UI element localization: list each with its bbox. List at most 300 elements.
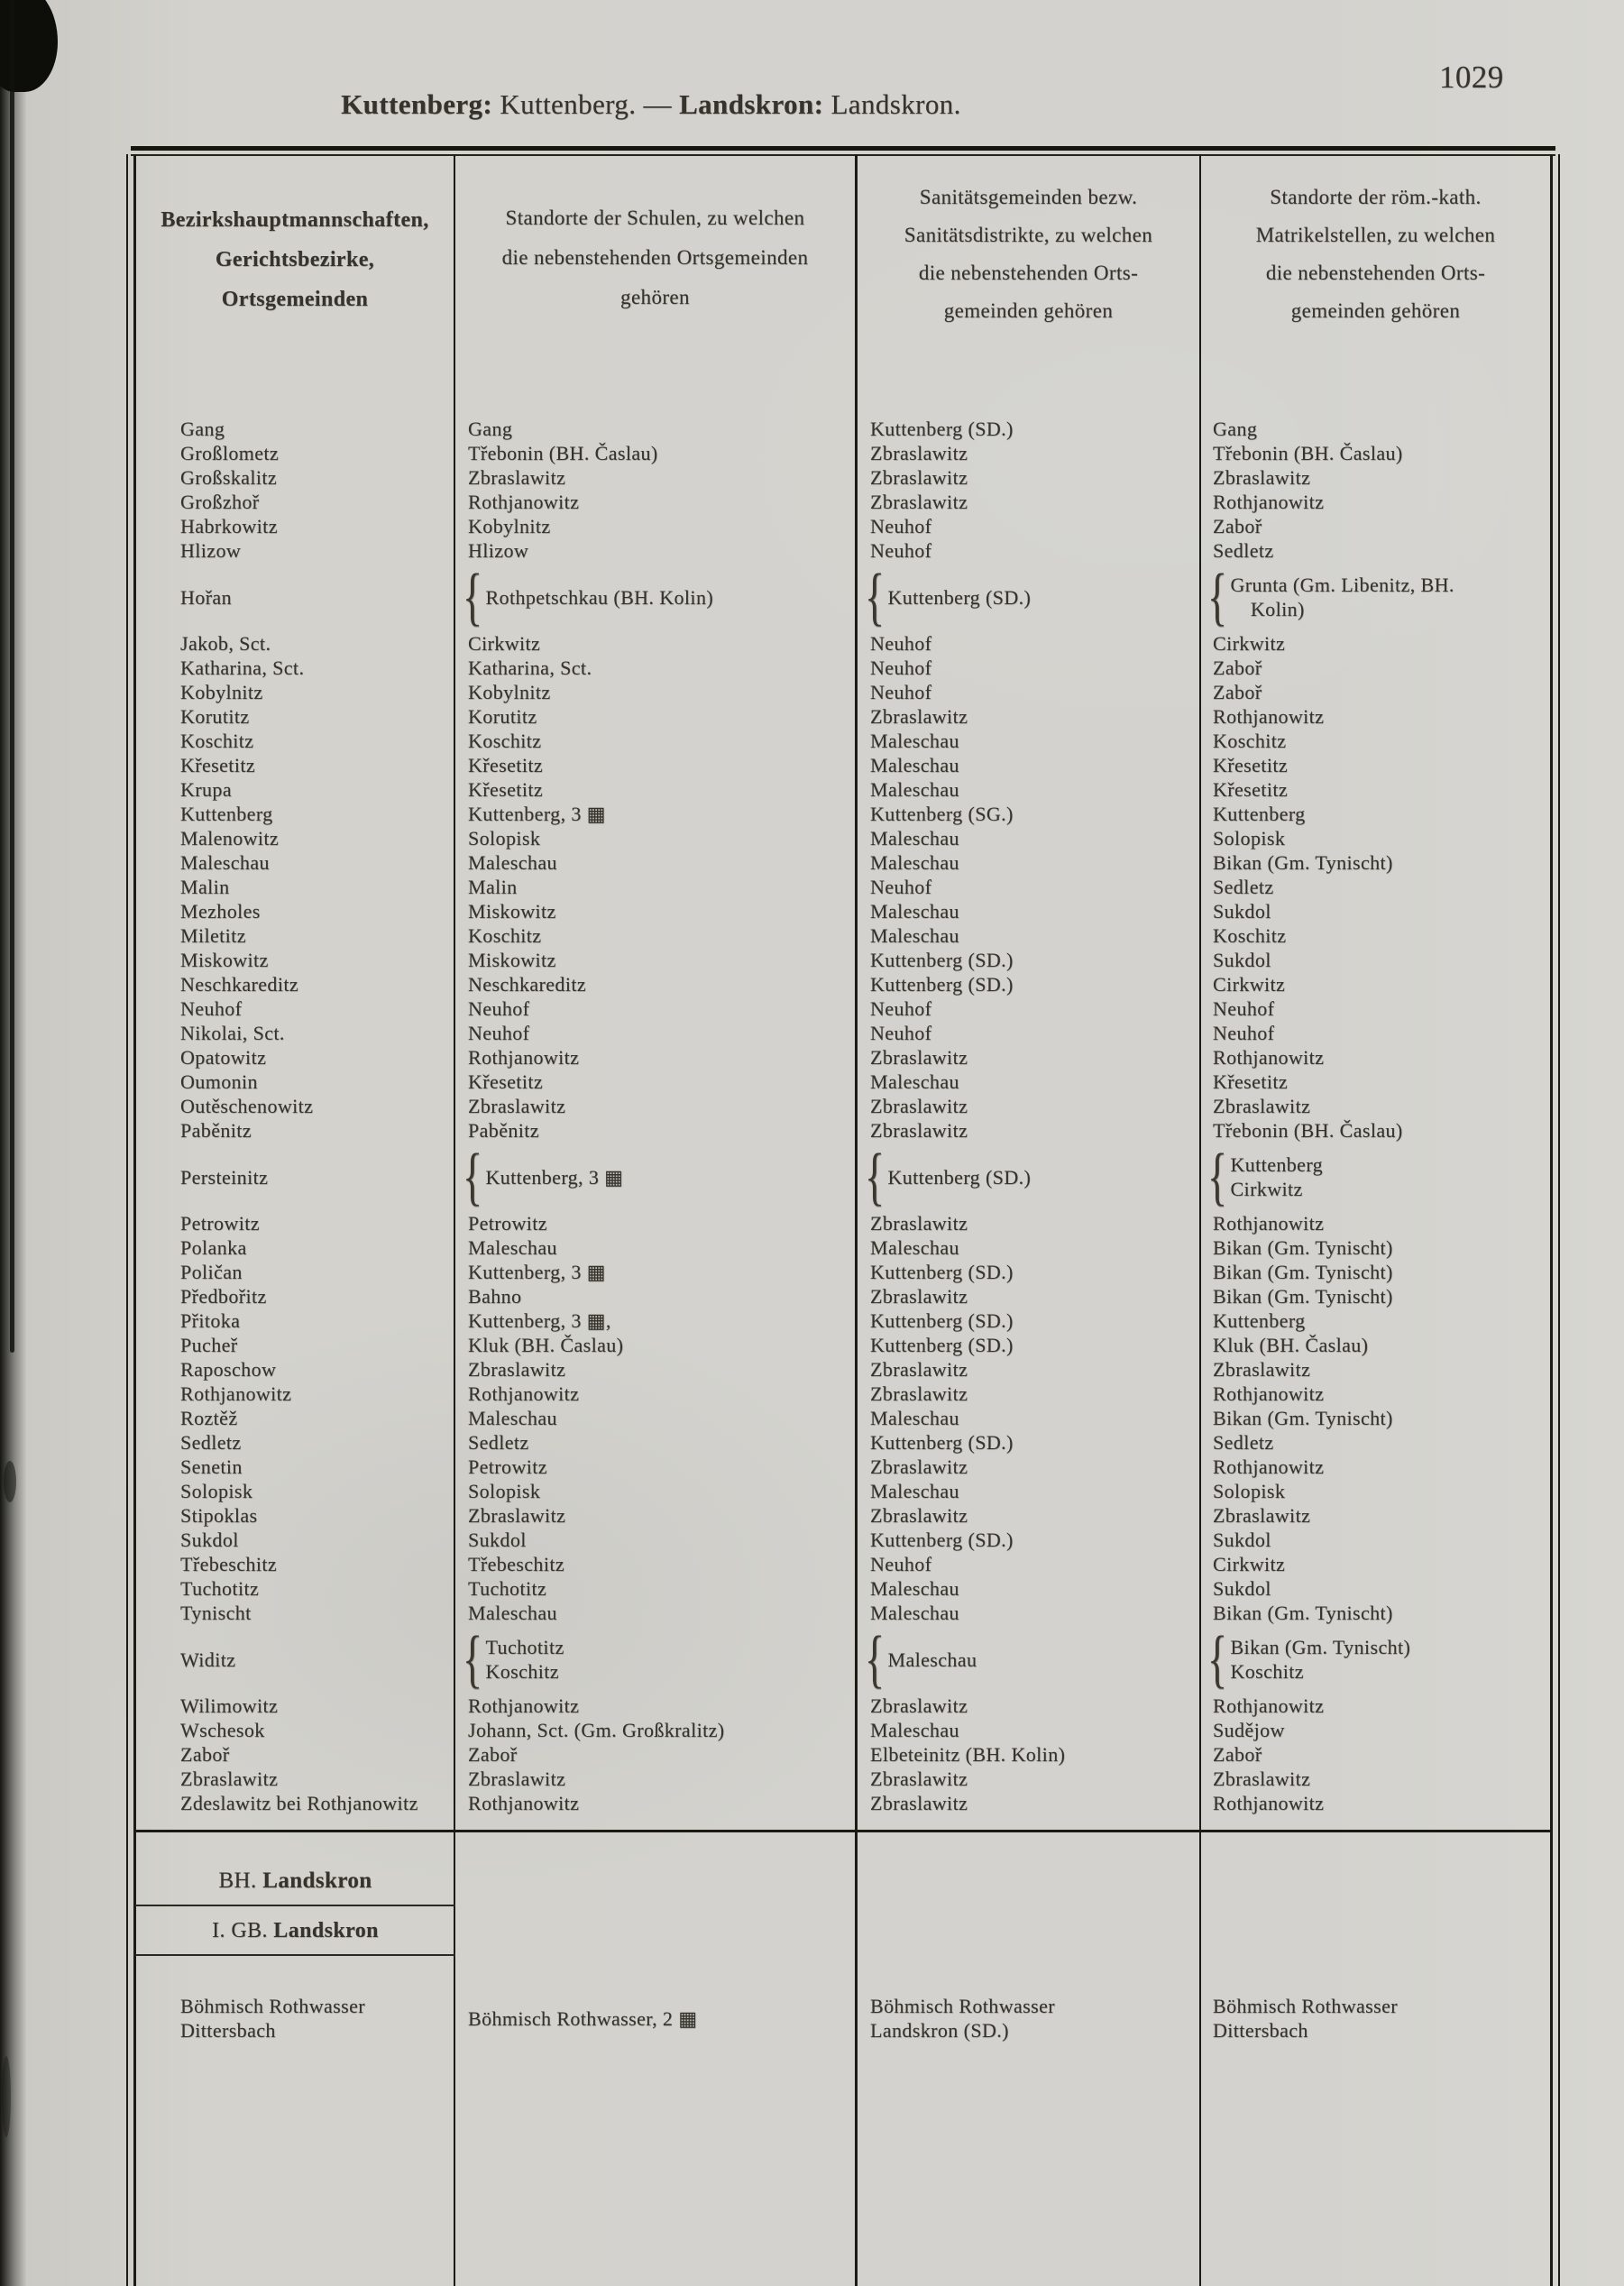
table-row bbox=[135, 1284, 1553, 1308]
table-cell bbox=[455, 1045, 857, 1070]
table-row bbox=[135, 850, 1553, 875]
cell-line: Maleschau bbox=[870, 754, 959, 776]
cell-line: Cirkwitz bbox=[1213, 973, 1286, 996]
cell-line: Tuchotitz bbox=[180, 1577, 260, 1600]
table-cell bbox=[857, 875, 1201, 899]
cell-line: Zdeslawitz bei Rothjanowitz bbox=[180, 1792, 418, 1814]
table-cell bbox=[857, 1211, 1201, 1235]
table-cell bbox=[857, 1333, 1201, 1357]
cell-line: Bikan (Gm. Tynischt) bbox=[1213, 1261, 1393, 1283]
table-cell bbox=[135, 704, 455, 729]
header-line: Standorte der Schulen, zu welchen bbox=[505, 207, 805, 229]
cell-line: Raposchow bbox=[180, 1358, 277, 1381]
table-row bbox=[135, 465, 1553, 490]
title-court-1: Kuttenberg. bbox=[500, 88, 637, 120]
table-cell bbox=[857, 1118, 1201, 1143]
table-cell bbox=[1201, 1694, 1553, 1718]
cell-line: Kuttenberg bbox=[1230, 1153, 1324, 1176]
bh-underline-rule bbox=[135, 1905, 455, 1906]
cell-line: Zaboř bbox=[1213, 515, 1262, 537]
table-cell bbox=[455, 826, 857, 850]
cell-line: Kuttenberg (SD.) bbox=[870, 418, 1014, 440]
cell-line: Landskron (SD.) bbox=[870, 2019, 1009, 2042]
cell-line: Kobylnitz bbox=[468, 515, 551, 537]
cell-line: Maleschau bbox=[870, 1480, 959, 1502]
table-cell bbox=[1201, 417, 1553, 441]
table-cell bbox=[135, 514, 455, 538]
cell-line: Zaboř bbox=[468, 1743, 518, 1766]
cell-line: Sukdol bbox=[468, 1529, 527, 1551]
cell-line: Korutitz bbox=[180, 705, 250, 728]
cell-line: Zbraslawitz bbox=[870, 1382, 968, 1405]
table-cell bbox=[857, 1767, 1201, 1791]
cell-line: Gang bbox=[180, 418, 225, 440]
table-border-left-outer bbox=[126, 154, 128, 2286]
table-cell bbox=[455, 514, 857, 538]
table-row bbox=[135, 1382, 1553, 1406]
table-cell bbox=[455, 1211, 857, 1235]
table-row bbox=[135, 1694, 1553, 1718]
table-cell bbox=[1201, 972, 1553, 996]
table-cell bbox=[135, 573, 455, 621]
cell-line: Předbořitz bbox=[180, 1285, 267, 1308]
table-cell bbox=[1201, 704, 1553, 729]
table-cell bbox=[857, 1576, 1201, 1601]
table-cell bbox=[455, 631, 857, 656]
table-cell bbox=[857, 753, 1201, 777]
table-cell bbox=[455, 1021, 857, 1045]
header-line: Sanitätsdistrikte, zu welchen bbox=[904, 224, 1153, 246]
gb-name: Landskron bbox=[273, 1919, 379, 1942]
table-cell bbox=[455, 1357, 857, 1382]
cell-line: Zbraslawitz bbox=[870, 1046, 968, 1069]
table-row bbox=[135, 1576, 1553, 1601]
cell-line: Petrowitz bbox=[468, 1455, 547, 1478]
cell-line: Maleschau bbox=[870, 1070, 959, 1093]
table-cell bbox=[857, 826, 1201, 850]
cell-line: Zaboř bbox=[180, 1743, 230, 1766]
cell-line: Maleschau bbox=[468, 1602, 557, 1624]
header-line: gemeinden gehören bbox=[1290, 299, 1461, 322]
table-row bbox=[135, 972, 1553, 996]
table-cell bbox=[1201, 490, 1553, 514]
table-row bbox=[135, 1333, 1553, 1357]
cell-line: Zbraslawitz bbox=[870, 466, 968, 489]
cell-line: Křesetitz bbox=[468, 1070, 544, 1093]
table-cell bbox=[135, 802, 455, 826]
table-row bbox=[135, 1622, 1553, 1694]
table-cell bbox=[455, 656, 857, 680]
grouping-brace-glyph: { bbox=[463, 1622, 483, 1694]
cell-line: Paběnitz bbox=[180, 1119, 252, 1142]
table-cell bbox=[1201, 1528, 1553, 1552]
table-cell bbox=[857, 1308, 1201, 1333]
cell-line: Johann, Sct. (Gm. Großkralitz) bbox=[468, 1719, 725, 1741]
cell-line: Maleschau bbox=[870, 1577, 959, 1600]
cell-line: Großskalitz bbox=[180, 466, 278, 489]
table-cell bbox=[857, 1503, 1201, 1528]
cell-line: Rothjanowitz bbox=[468, 1694, 580, 1717]
table-row bbox=[135, 560, 1553, 632]
cell-line: Böhmisch Rothwasser bbox=[180, 1995, 365, 2017]
table-cell bbox=[1201, 1118, 1553, 1143]
cell-line: Sukdol bbox=[1213, 949, 1271, 971]
table-cell bbox=[455, 441, 857, 465]
column-header-matrikelstellen bbox=[1201, 179, 1550, 330]
table-cell bbox=[455, 417, 857, 441]
cell-line: Großzhoř bbox=[180, 491, 260, 513]
cell-line: Rothjanowitz bbox=[1213, 491, 1325, 513]
landskron-section-rows bbox=[135, 1994, 1553, 2043]
cell-line: Zbraslawitz bbox=[870, 1694, 968, 1717]
column-header-bezirkshauptmannschaften bbox=[136, 200, 454, 319]
table-row bbox=[135, 704, 1553, 729]
cell-line: Miskowitz bbox=[468, 900, 556, 923]
table-row bbox=[135, 1718, 1553, 1742]
table-border-right-outer bbox=[1558, 154, 1560, 2286]
table-row bbox=[135, 1503, 1553, 1528]
cell-line: Zbraslawitz bbox=[1213, 466, 1311, 489]
table-cell bbox=[1201, 1622, 1553, 1694]
table-cell bbox=[455, 1503, 857, 1528]
cell-line: Neuhof bbox=[870, 876, 932, 898]
table-cell bbox=[857, 1718, 1201, 1742]
cell-line: Miletitz bbox=[180, 924, 246, 947]
cell-line: Zbraslawitz bbox=[468, 1095, 566, 1117]
cell-line: Cirkwitz bbox=[468, 632, 541, 655]
cell-line: Solopisk bbox=[468, 1480, 541, 1502]
table-cell bbox=[455, 1455, 857, 1479]
table-cell bbox=[857, 1622, 1201, 1694]
table-cell bbox=[135, 1094, 455, 1118]
table-cell bbox=[135, 1357, 455, 1382]
cell-line: Maleschau bbox=[870, 1407, 959, 1429]
table-cell bbox=[135, 1406, 455, 1430]
table-row bbox=[135, 923, 1553, 948]
table-cell bbox=[857, 1430, 1201, 1455]
table-cell bbox=[135, 753, 455, 777]
table-cell bbox=[135, 1718, 455, 1742]
table-cell bbox=[135, 1528, 455, 1552]
cell-line: Malin bbox=[468, 876, 518, 898]
table-row bbox=[135, 753, 1553, 777]
table-cell bbox=[135, 1211, 455, 1235]
cell-line: Maleschau bbox=[870, 924, 959, 947]
cell-line: Kluk (BH. Časlau) bbox=[1213, 1334, 1369, 1356]
cell-line: Neuhof bbox=[870, 515, 932, 537]
table-cell bbox=[135, 1742, 455, 1767]
cell-line: Hlizow bbox=[468, 539, 529, 562]
header-line: Sanitätsgemeinden bezw. bbox=[919, 186, 1138, 208]
cell-line: Koschitz bbox=[1230, 1660, 1304, 1683]
cell-line: Roztěž bbox=[180, 1407, 238, 1429]
table-cell bbox=[455, 972, 857, 996]
cell-line: Maleschau bbox=[870, 827, 959, 849]
table-row bbox=[135, 1552, 1553, 1576]
cell-line: Kuttenberg (SD.) bbox=[870, 1261, 1014, 1283]
header-line: Ortsgemeinden bbox=[221, 288, 369, 311]
cell-line: Petrowitz bbox=[180, 1212, 260, 1235]
grouping-brace-glyph: { bbox=[463, 560, 483, 632]
table-cell bbox=[135, 1994, 455, 2043]
cell-line: Maleschau bbox=[870, 778, 959, 801]
table-cell bbox=[857, 1994, 1201, 2043]
table-cell bbox=[1201, 1601, 1553, 1625]
table-row bbox=[135, 1140, 1553, 1212]
table-cell bbox=[857, 777, 1201, 802]
table-cell bbox=[1201, 441, 1553, 465]
table-cell bbox=[455, 1479, 857, 1503]
cell-line: Bikan (Gm. Tynischt) bbox=[1213, 851, 1393, 874]
table-cell bbox=[135, 1635, 455, 1684]
cell-line: Zbraslawitz bbox=[870, 442, 968, 464]
section-header-gb-landskron bbox=[135, 1919, 455, 1943]
cell-line: Zbraslawitz bbox=[468, 1504, 566, 1527]
table-cell bbox=[455, 1235, 857, 1260]
table-cell bbox=[135, 1694, 455, 1718]
table-cell bbox=[135, 1382, 455, 1406]
table-row bbox=[135, 441, 1553, 465]
table-cell bbox=[135, 923, 455, 948]
table-cell bbox=[135, 1333, 455, 1357]
table-cell bbox=[1201, 899, 1553, 923]
table-cell bbox=[455, 1430, 857, 1455]
table-cell bbox=[857, 923, 1201, 948]
table-cell bbox=[135, 1503, 455, 1528]
cell-line: Kuttenberg bbox=[1213, 803, 1306, 825]
table-cell bbox=[135, 1601, 455, 1625]
table-cell bbox=[1201, 1576, 1553, 1601]
cell-line: Rothjanowitz bbox=[1213, 1046, 1325, 1069]
table-cell bbox=[1201, 1308, 1553, 1333]
cell-line: Kobylnitz bbox=[180, 681, 263, 703]
table-cell bbox=[135, 1235, 455, 1260]
cell-line: Neuhof bbox=[468, 1022, 530, 1044]
cell-line: Zaboř bbox=[1213, 1743, 1262, 1766]
cell-line: Poličan bbox=[180, 1261, 243, 1283]
cell-line: Neuhof bbox=[870, 1022, 932, 1044]
table-cell bbox=[857, 1021, 1201, 1045]
table-cell bbox=[857, 680, 1201, 704]
table-cell bbox=[455, 753, 857, 777]
table-cell bbox=[135, 996, 455, 1021]
cell-line: Cirkwitz bbox=[1213, 1553, 1286, 1575]
table-cell bbox=[857, 1045, 1201, 1070]
table-cell bbox=[1201, 1767, 1553, 1791]
table-cell bbox=[1201, 1045, 1553, 1070]
table-cell bbox=[135, 1045, 455, 1070]
table-row bbox=[135, 1430, 1553, 1455]
cell-line: Tuchotitz bbox=[468, 1577, 547, 1600]
table-cell bbox=[455, 1994, 857, 2043]
table-cell bbox=[857, 996, 1201, 1021]
table-cell bbox=[1201, 923, 1553, 948]
table-row bbox=[135, 1994, 1553, 2043]
table-row bbox=[135, 538, 1553, 563]
table-cell bbox=[1201, 1211, 1553, 1235]
cell-line: Sukdol bbox=[1213, 900, 1271, 923]
table-cell bbox=[857, 514, 1201, 538]
title-dash: — bbox=[643, 88, 672, 120]
cell-line: Maleschau bbox=[468, 851, 557, 874]
table-cell bbox=[857, 1406, 1201, 1430]
cell-line: Křesetitz bbox=[1213, 1070, 1289, 1093]
cell-line: Sedletz bbox=[1213, 876, 1274, 898]
cell-line: Neuhof bbox=[870, 656, 932, 679]
header-line: Matrikelstellen, zu welchen bbox=[1255, 224, 1496, 246]
table-row bbox=[135, 777, 1553, 802]
table-cell bbox=[455, 875, 857, 899]
table-cell bbox=[135, 1118, 455, 1143]
table-cell bbox=[857, 1455, 1201, 1479]
cell-line: Kuttenberg (SD.) bbox=[870, 1309, 1014, 1332]
cell-line: Malin bbox=[180, 876, 230, 898]
table-cell bbox=[857, 1742, 1201, 1767]
table-cell bbox=[135, 1455, 455, 1479]
table-cell bbox=[857, 417, 1201, 441]
cell-line: Tynischt bbox=[180, 1602, 252, 1624]
table-row bbox=[135, 1742, 1553, 1767]
cell-line: Rothjanowitz bbox=[468, 491, 580, 513]
table-cell bbox=[1201, 1742, 1553, 1767]
cell-line: Sudějow bbox=[1213, 1719, 1285, 1741]
cell-line: Sedletz bbox=[1213, 539, 1274, 562]
grouping-brace-glyph: { bbox=[1207, 1622, 1228, 1694]
table-cell bbox=[135, 1308, 455, 1333]
cell-line: Maleschau bbox=[468, 1407, 557, 1429]
cell-line: Maleschau bbox=[870, 730, 959, 752]
cell-line: Zbraslawitz bbox=[180, 1767, 279, 1790]
cell-line: Kuttenberg, 3 ▦, bbox=[468, 1309, 611, 1332]
header-line: gemeinden gehören bbox=[943, 299, 1114, 322]
cell-line: Cirkwitz bbox=[1213, 632, 1286, 655]
table-cell bbox=[1201, 1021, 1553, 1045]
table-cell bbox=[135, 1552, 455, 1576]
table-row bbox=[135, 826, 1553, 850]
cell-line: Outěschenowitz bbox=[180, 1095, 314, 1117]
table-cell bbox=[857, 1694, 1201, 1718]
cell-line: Zaboř bbox=[1213, 681, 1262, 703]
cell-line: Kuttenberg (SD.) bbox=[887, 1165, 1032, 1189]
header-line: Bezirkshauptmannschaften, bbox=[161, 208, 429, 232]
cell-line: Křesetitz bbox=[468, 754, 544, 776]
cell-line: Maleschau bbox=[870, 1602, 959, 1624]
cell-line: Solopisk bbox=[1213, 1480, 1286, 1502]
cell-line: Böhmisch Rothwasser bbox=[870, 1995, 1055, 2017]
table-row bbox=[135, 996, 1553, 1021]
header-line: die nebenstehenden Orts- bbox=[918, 262, 1139, 284]
cell-line: Zbraslawitz bbox=[870, 1119, 968, 1142]
table-cell bbox=[455, 1094, 857, 1118]
cell-line: Zbraslawitz bbox=[870, 1504, 968, 1527]
title-district-2: Landskron: bbox=[679, 88, 824, 120]
cell-line: Kolin) bbox=[1230, 598, 1305, 620]
table-cell bbox=[135, 1021, 455, 1045]
table-body bbox=[135, 417, 1553, 2043]
table-cell bbox=[1201, 1333, 1553, 1357]
table-cell bbox=[857, 948, 1201, 972]
table-cell bbox=[1201, 1140, 1553, 1212]
cell-line: Krupa bbox=[180, 778, 232, 801]
table-row bbox=[135, 1791, 1553, 1815]
cell-line: Zbraslawitz bbox=[870, 1095, 968, 1117]
cell-line: Kluk (BH. Časlau) bbox=[468, 1334, 624, 1356]
cell-line: Koschitz bbox=[485, 1660, 559, 1683]
title-district-1: Kuttenberg: bbox=[341, 88, 493, 120]
cell-line: Rothjanowitz bbox=[468, 1382, 580, 1405]
table-cell bbox=[857, 1479, 1201, 1503]
table-cell bbox=[135, 656, 455, 680]
table-row bbox=[135, 1406, 1553, 1430]
table-cell bbox=[135, 538, 455, 563]
cell-line: Neuhof bbox=[870, 681, 932, 703]
table-cell bbox=[1201, 560, 1553, 632]
table-cell bbox=[455, 948, 857, 972]
cell-line: Paběnitz bbox=[468, 1119, 539, 1142]
table-row bbox=[135, 490, 1553, 514]
cell-line: Kuttenberg (SD.) bbox=[870, 973, 1014, 996]
cell-line: Hlizow bbox=[180, 539, 242, 562]
cell-line: Pucheř bbox=[180, 1334, 238, 1356]
cell-line: Mezholes bbox=[180, 900, 261, 923]
table-cell bbox=[1201, 1357, 1553, 1382]
cell-line: Grunta (Gm. Libenitz, BH. bbox=[1230, 574, 1454, 596]
table-cell bbox=[1201, 1718, 1553, 1742]
table-cell bbox=[1201, 996, 1553, 1021]
cell-line: Kuttenberg (SG.) bbox=[870, 803, 1014, 825]
grouping-brace-glyph: { bbox=[865, 1622, 885, 1694]
cell-line: Zbraslawitz bbox=[870, 1212, 968, 1235]
cell-line: Rothpetschkau (BH. Kolin) bbox=[485, 585, 714, 609]
table-cell bbox=[455, 1742, 857, 1767]
cell-line: Böhmisch Rothwasser, 2 ▦ bbox=[468, 2006, 698, 2030]
table-cell bbox=[1201, 1994, 1553, 2043]
table-cell bbox=[135, 972, 455, 996]
cell-line: Sukdol bbox=[1213, 1529, 1271, 1551]
table-cell bbox=[1201, 802, 1553, 826]
table-cell bbox=[1201, 1406, 1553, 1430]
table-cell bbox=[1201, 1455, 1553, 1479]
table-cell bbox=[455, 1406, 857, 1430]
cell-line: Oumonin bbox=[180, 1070, 258, 1093]
cell-line: Elbeteinitz (BH. Kolin) bbox=[870, 1743, 1066, 1766]
gb-underline-rule bbox=[135, 1954, 455, 1956]
cell-line: Bikan (Gm. Tynischt) bbox=[1213, 1285, 1393, 1308]
table-row bbox=[135, 1601, 1553, 1625]
cell-line: Kuttenberg, 3 ▦ bbox=[468, 803, 606, 825]
cell-line: Rothjanowitz bbox=[1213, 1455, 1325, 1478]
table-cell bbox=[135, 948, 455, 972]
section-divider-rule bbox=[135, 1830, 1553, 1832]
table-row bbox=[135, 1767, 1553, 1791]
grouping-brace-glyph: { bbox=[865, 560, 885, 632]
cell-line: Neuhof bbox=[180, 997, 243, 1020]
table-cell bbox=[1201, 656, 1553, 680]
column-header-schulen bbox=[455, 198, 855, 317]
cell-line: Koschitz bbox=[180, 730, 254, 752]
cell-line: Hořan bbox=[180, 585, 232, 609]
cell-line: Zbraslawitz bbox=[870, 1767, 968, 1790]
cell-line: Křesetitz bbox=[468, 778, 544, 801]
table-cell bbox=[135, 777, 455, 802]
table-cell bbox=[1201, 538, 1553, 563]
page-title bbox=[317, 88, 985, 121]
cell-line: Křesetitz bbox=[180, 754, 256, 776]
grouping-brace-glyph: { bbox=[1207, 1140, 1228, 1212]
cell-line: Miskowitz bbox=[180, 949, 269, 971]
cell-line: Rothjanowitz bbox=[468, 1792, 580, 1814]
table-cell bbox=[455, 538, 857, 563]
